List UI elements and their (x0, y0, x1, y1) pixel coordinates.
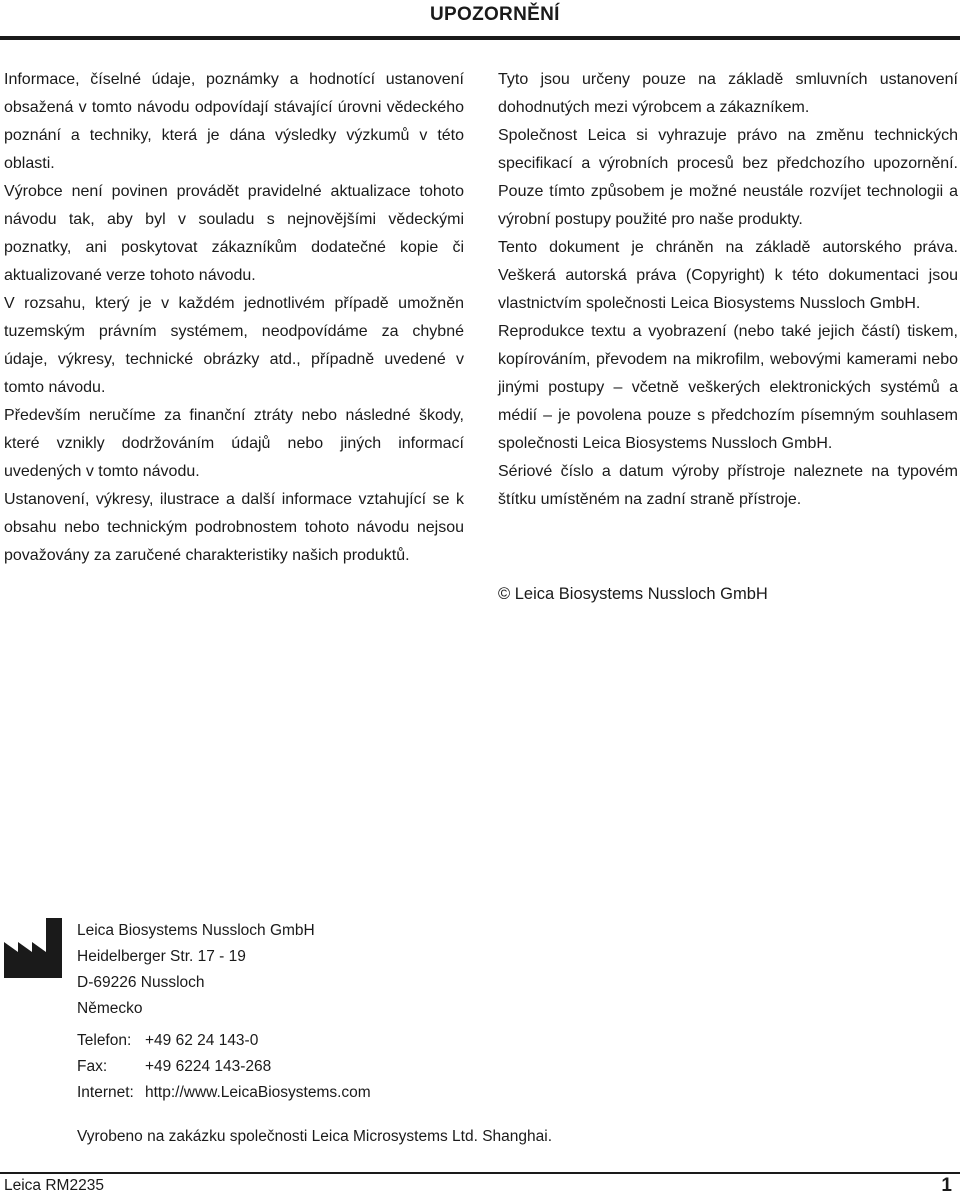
right-column (498, 66, 958, 514)
bottom-divider (0, 1172, 960, 1174)
paragraph: Tyto jsou určeny pouze na základě smluvních ustanovení dohodnutých mezi výrobcem a zákazníkem. (498, 71, 958, 116)
contact-row-phone (77, 1028, 371, 1054)
phone-number: +49 62 24 143-0 (145, 1032, 259, 1049)
made-by-note: Vyrobeno na zakázku společnosti Leica Microsystems Ltd. Shanghai. (77, 1128, 553, 1145)
website-link[interactable]: http://www.LeicaBiosystems.com (145, 1084, 371, 1101)
paragraph: V rozsahu, který je v každém jednotlivém případě umožněn tuzemským právním systémem, neodpovídáme za chybné údaje, výkresy, technické obrázky atd., případně uvedené v tomto návodu. (4, 295, 464, 396)
contact-label: Telefon: (77, 1032, 132, 1049)
manufacturer-country: Německo (77, 1000, 143, 1017)
manufacturer-street: Heidelberger Str. 17 - 19 (77, 948, 246, 965)
paragraph: Reprodukce textu a vyobrazení (nebo také jejich částí) tiskem, kopírováním, převodem na mikrofilm, webovými kamerami nebo jinými postupy – včetně veškerých elektronických systémů a médií – je povolena pouze s předchozím písemným souhlasem společnosti Leica Biosystems Nussloch GmbH. (498, 323, 958, 452)
top-divider (0, 36, 960, 40)
page-number: 1 (941, 1175, 952, 1196)
manufacturer-name: Leica Biosystems Nussloch GmbH (77, 922, 315, 939)
paragraph: Výrobce není povinen provádět pravidelné aktualizace tohoto návodu tak, aby byl v souladu s nejnovějšími vědeckými poznatky, ani poskytovat zákazníkům dodatečné kopie či aktualizované verze tohoto návodu. (4, 183, 464, 284)
contact-row-internet (77, 1080, 371, 1106)
copyright-notice: © Leica Biosystems Nussloch GmbH (498, 585, 768, 603)
paragraph: Tento dokument je chráněn na základě autorského práva. Veškerá autorská práva (Copyright) k této dokumentaci jsou vlastnictvím společnosti Leica Biosystems Nussloch GmbH. (498, 239, 958, 312)
manufacturer-address (77, 918, 315, 1022)
fax-number: +49 6224 143-268 (145, 1058, 272, 1075)
page-title: UPOZORNĚNÍ (430, 4, 560, 25)
paragraph: Sériové číslo a datum výroby přístroje naleznete na typovém štítku umístěném na zadní straně přístroje. (498, 463, 958, 508)
contact-row-fax (77, 1054, 371, 1080)
contact-label: Internet: (77, 1084, 134, 1101)
paragraph: Ustanovení, výkresy, ilustrace a další informace vztahující se k obsahu nebo technickým podrobnostem tohoto návodu nejsou považovány za zaručené charakteristiky našich produktů. (4, 491, 464, 564)
paragraph: Především neručíme za finanční ztráty nebo následné škody, které vznikly dodržováním údajů nebo jiných informací uvedených v tomto návodu. (4, 407, 464, 480)
left-column (4, 66, 464, 570)
footer-product: Leica RM2235 (4, 1177, 104, 1194)
factory-icon (4, 918, 62, 978)
paragraph: Informace, číselné údaje, poznámky a hodnotící ustanovení obsažená v tomto návodu odpovídají stávající úrovni vědeckého poznání a techniky, která je dána výsledky výzkumů v této oblasti. (4, 71, 464, 172)
paragraph: Společnost Leica si vyhrazuje právo na změnu technických specifikací a výrobních procesů bez předchozího upozornění. Pouze tímto způsobem je možné neustále rozvíjet technologii a výrobní postupy použité pro naše produkty. (498, 127, 958, 228)
contact-list (77, 1028, 371, 1106)
manufacturer-city: D-69226 Nussloch (77, 974, 205, 991)
contact-label: Fax: (77, 1058, 108, 1075)
